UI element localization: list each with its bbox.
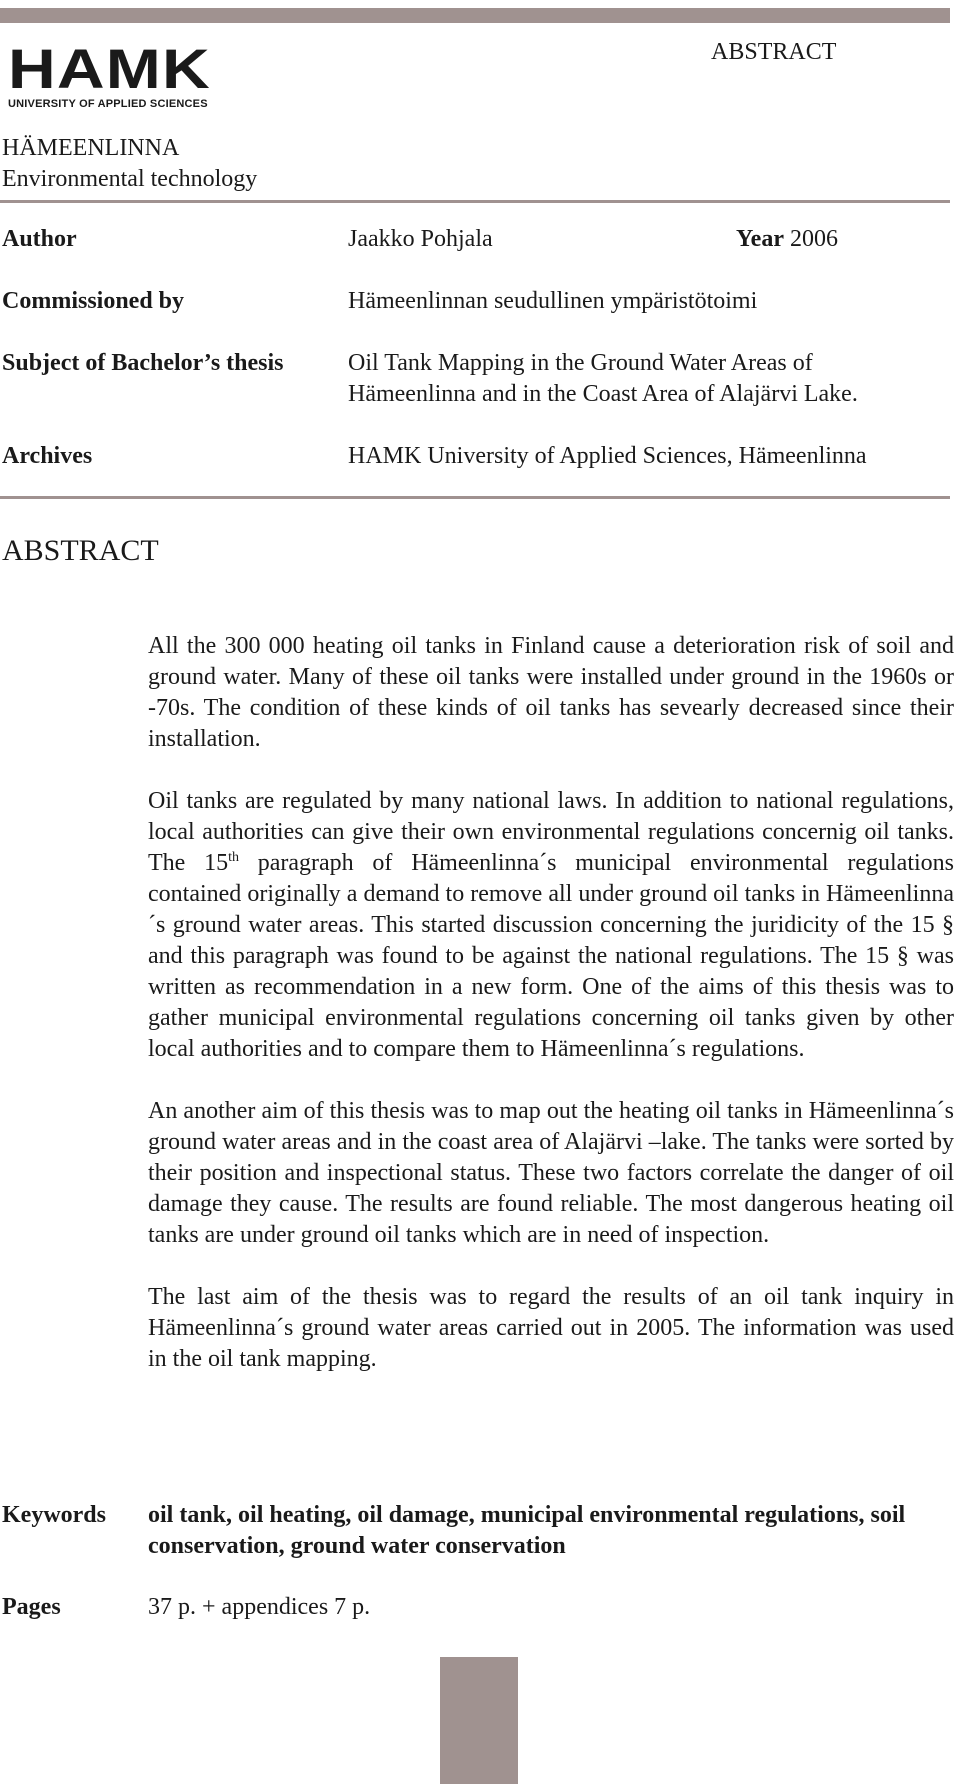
divider-bottom — [0, 496, 950, 499]
abstract-paragraph-4: The last aim of the thesis was to regard the results of an oil tank inquiry in Hämeenlinna´s ground water areas carried out in 2005. The information was used in the oil tank mapping. — [148, 1284, 954, 1372]
bottom-decorative-tab — [440, 1657, 518, 1784]
keywords-value: oil tank, oil heating, oil damage, municipal environmental regulations, soil conservation, ground water conservation — [148, 1502, 906, 1559]
header-abstract-label: ABSTRACT — [711, 39, 837, 65]
subject-label: Subject of Bachelor’s thesis — [2, 350, 284, 376]
p2-part-a: Oil tanks are regulated by many national laws. In addition to national regulations, local authorities can give their own environmental regulations concernig oil tanks. The 15 — [148, 788, 954, 876]
abstract-paragraph-1: All the 300 000 heating oil tanks in Finland cause a deterioration risk of soil and ground water. Many of these oil tanks were installed under ground in the 1960s or -70s. The condition of these kinds of oil tanks has sevearly decreased since their installation. — [148, 633, 954, 752]
keywords-label: Keywords — [2, 1502, 106, 1528]
year-value: 2006 — [789, 226, 838, 252]
logo-subtitle: UNIVERSITY OF APPLIED SCIENCES — [8, 98, 208, 110]
commissioned-value: Hämeenlinnan seudullinen ympäristötoimi — [348, 288, 758, 314]
subject-line-2: Hämeenlinna and in the Coast Area of Alajärvi Lake. — [348, 381, 858, 407]
top-decorative-bar — [0, 8, 950, 23]
abstract-paragraph-2 — [148, 786, 954, 1065]
year-field — [736, 224, 838, 255]
archives-value: HAMK University of Applied Sciences, Hämeenlinna — [348, 443, 867, 469]
logo-wordmark: HAMK — [8, 37, 211, 100]
abstract-paragraph-3: An another aim of this thesis was to map out the heating oil tanks in Hämeenlinna´s ground water areas and in the coast area of Alajärvi –lake. The tanks were sorted by their position and inspectional status. These two factors correlate the danger of oil damage they cause. The results are found reliable. The most dangerous heating oil tanks are under ground oil tanks which are in need of inspection. — [148, 1098, 954, 1248]
subject-line-1: Oil Tank Mapping in the Ground Water Areas of — [348, 350, 813, 376]
pages-value: 37 p. + appendices 7 p. — [148, 1594, 371, 1620]
author-value: Jaakko Pohjala — [348, 226, 493, 252]
abstract-body — [148, 631, 954, 1406]
author-label: Author — [2, 226, 77, 252]
program-name: Environmental technology — [2, 166, 258, 192]
hamk-logo — [8, 37, 248, 110]
institution-block — [2, 133, 257, 195]
subject-value — [348, 348, 858, 410]
commissioned-label: Commissioned by — [2, 288, 185, 314]
divider-top — [0, 200, 950, 203]
p2-part-b: paragraph of Hämeenlinna´s municipal environmental regulations contained originally a demand to remove all under ground oil tanks in Hämeenlinna´s ground water areas. This started discussion concerning the juridicity of the 15 § and this paragraph was found to be against the national regulations. The 15 § was written as recommendation in a new form. One of the aims of this thesis was to gather municipal environmental regulations concerning oil tanks given by other local authorities and to compare them to Hämeenlinna´s regulations. — [148, 850, 954, 1062]
city-name: HÄMEENLINNA — [2, 135, 180, 161]
ordinal-superscript: th — [228, 850, 239, 865]
archives-label: Archives — [2, 443, 93, 469]
pages-label: Pages — [2, 1594, 61, 1620]
abstract-heading: ABSTRACT — [2, 534, 159, 567]
year-label: Year — [736, 226, 784, 252]
